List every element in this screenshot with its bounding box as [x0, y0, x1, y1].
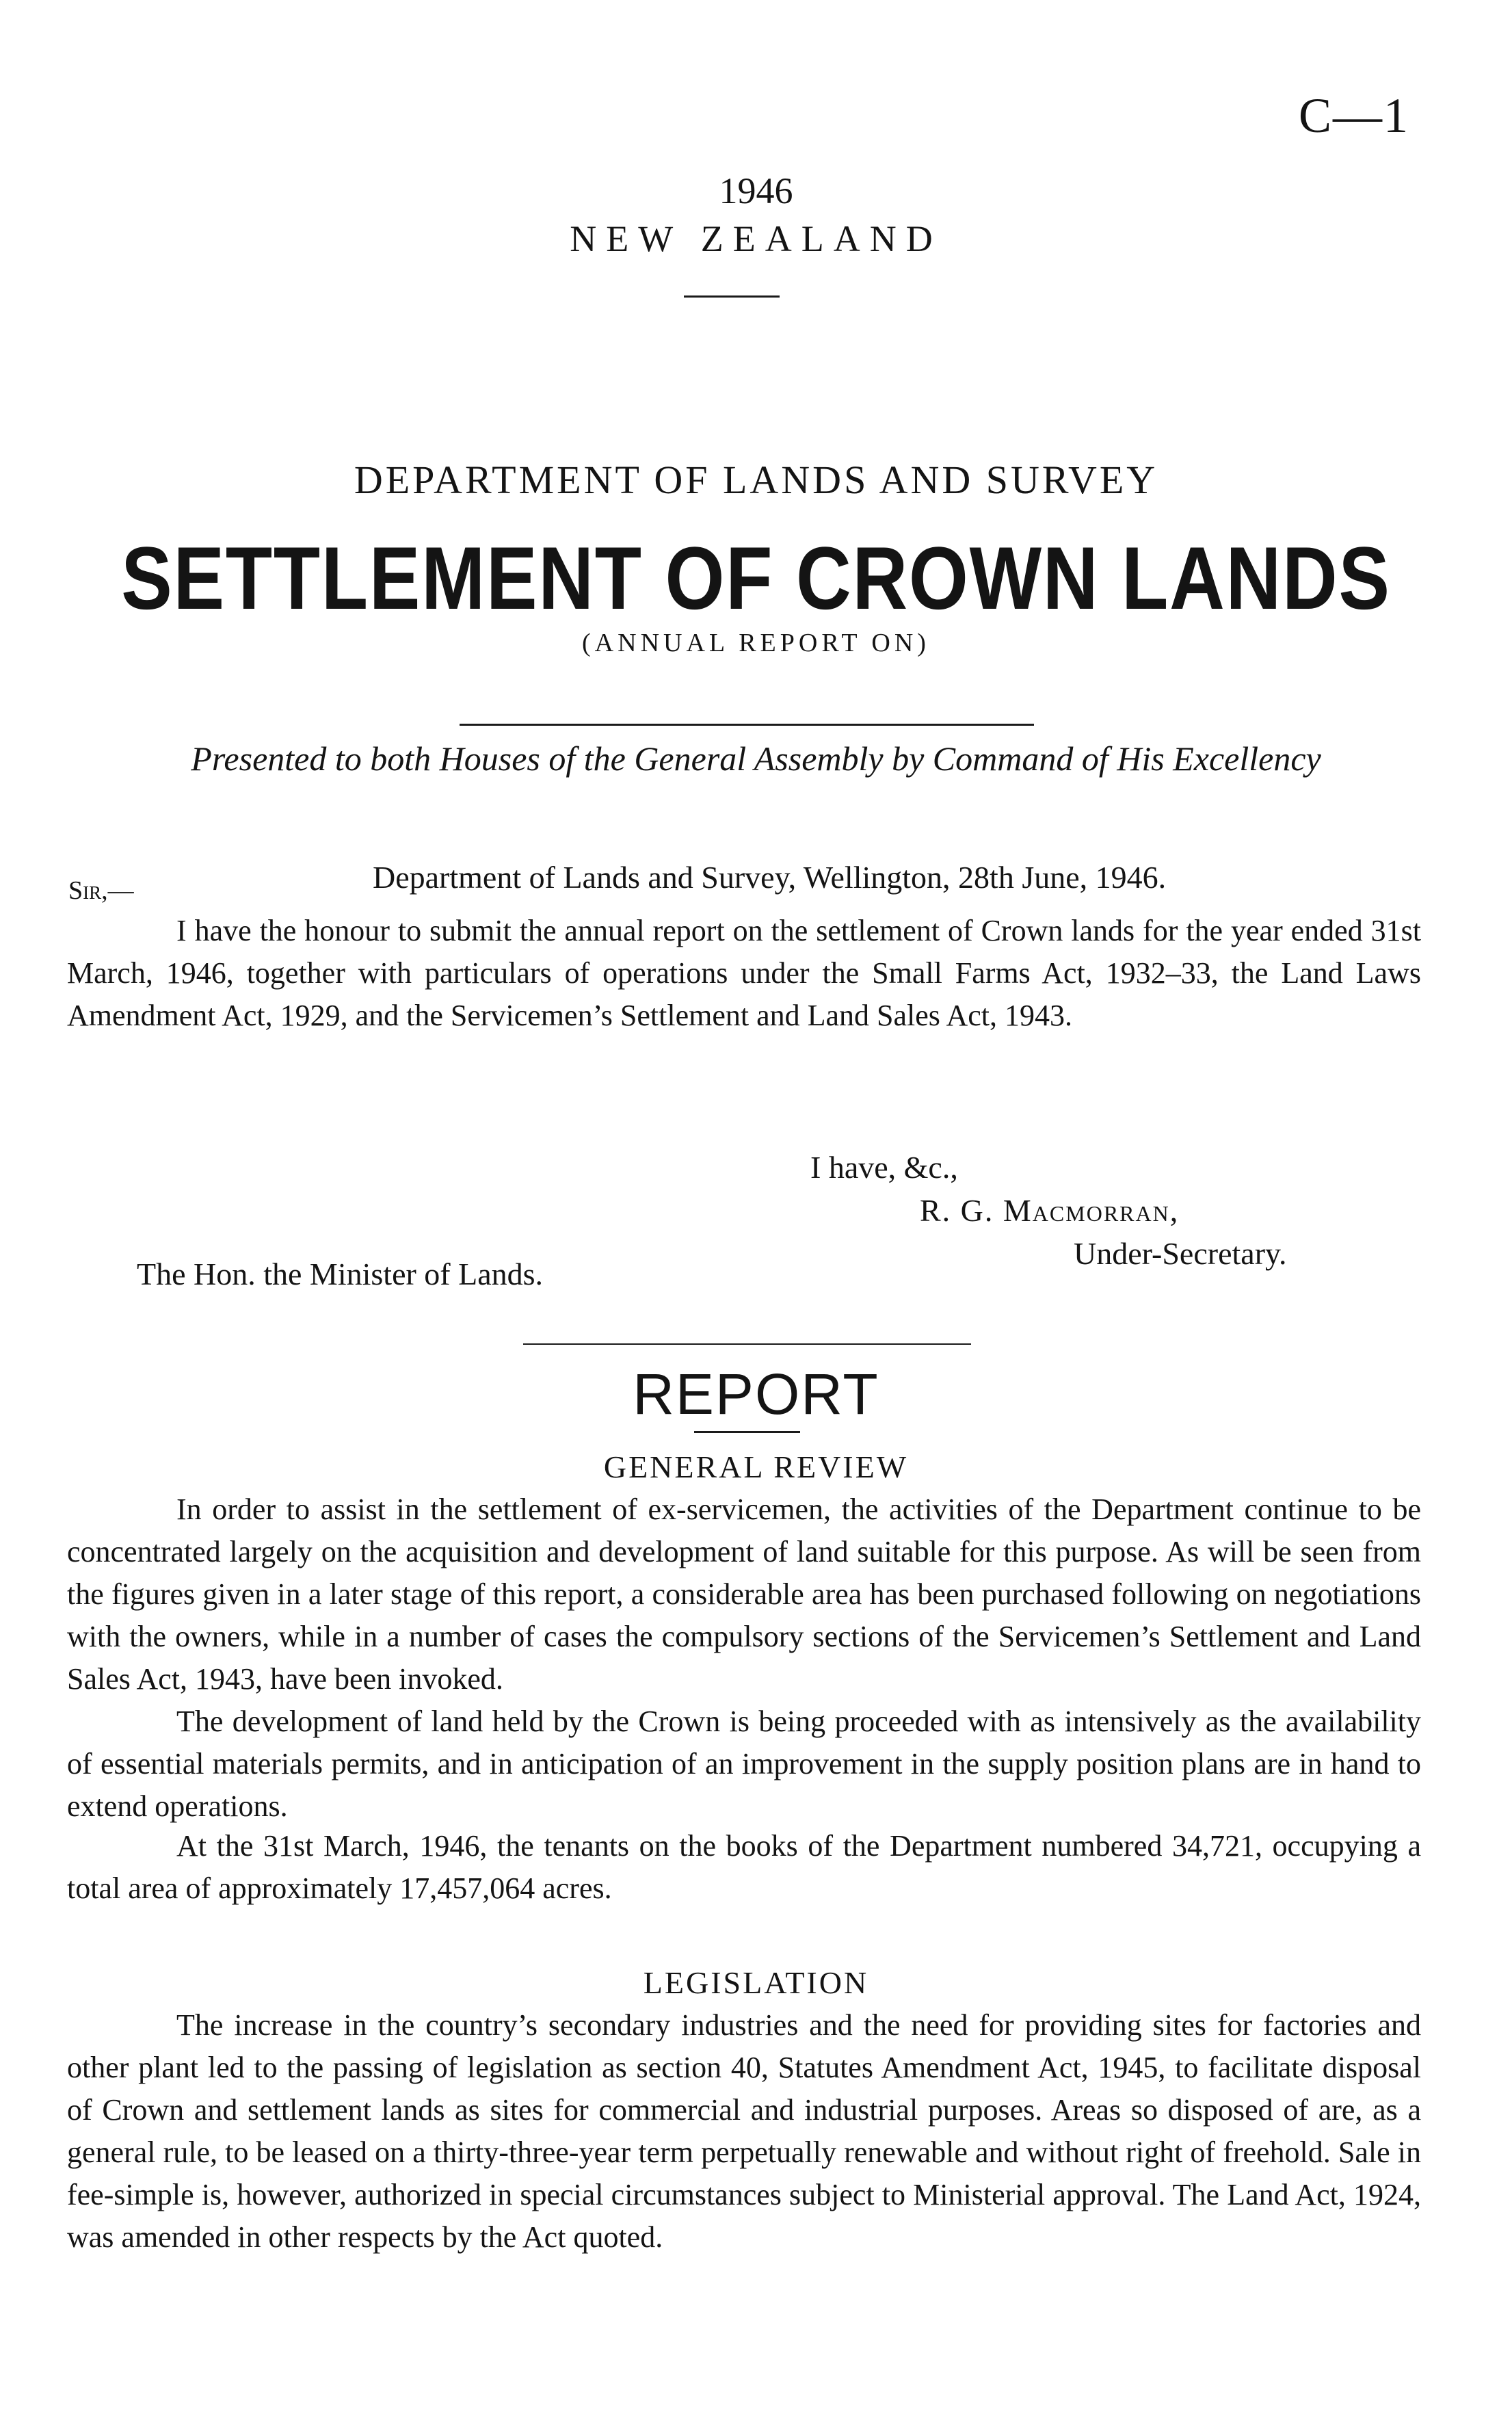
legislation-paragraph-1: The increase in the country’s secondary industries and the need for providing sites for factories and other plant led to the passing of legislation as section 40, Statutes Amendment Act, 1945, to facilitate disposal of Crown and settlement lands as sites for commercial and industrial purposes. Areas so disposed of are, as a general rule, to be leased on a thirty-three-year term perpetually renewable and without right of freehold. Sale in fee-simple is, however, authorized in special circumstances subject to Ministerial approval. The Land Act, 1924, was amended in other respects by the Act quoted.: [67, 2008, 1421, 2254]
letter-addressee: The Hon. the Minister of Lands.: [137, 1257, 544, 1291]
general-review-paragraph-3: At the 31st March, 1946, the tenants on the books of the Department numbered 34,721, occupying a total area of approximately 17,457,064 acres.: [67, 1829, 1421, 1905]
title-divider: [460, 724, 1034, 726]
letter-body: I have the honour to submit the annual report on the settlement of Crown lands for the year ended 31st March, 1946, together with particulars of operations under the Small Farms Act, 1932–33, the Land Laws Amendment Act, 1929, and the Servicemen’s Settlement and Land Sales Act, 1943.: [67, 914, 1421, 1032]
general-review-heading: GENERAL REVIEW: [603, 1449, 909, 1484]
document-subtitle: (ANNUAL REPORT ON): [582, 629, 930, 657]
letter-dateline: Department of Lands and Survey, Wellington, 28th June, 1946.: [373, 860, 1167, 895]
presentation-line: Presented to both Houses of the General Assembly by Command of His Excellency: [191, 739, 1321, 778]
letter-salutation: Sir,—: [68, 876, 134, 905]
letter-divider: [523, 1343, 971, 1345]
country-name: NEW ZEALAND: [570, 218, 942, 259]
department-name: DEPARTMENT OF LANDS AND SURVEY: [354, 458, 1158, 502]
letter-closing: I have, &c.,: [810, 1150, 958, 1185]
report-divider: [694, 1431, 800, 1433]
document-title: SETTLEMENT OF CROWN LANDS: [121, 528, 1391, 628]
report-year: 1946: [719, 170, 793, 211]
general-review-paragraph-1: In order to assist in the settlement of ex-servicemen, the activities of the Department continue to be concentrated largely on the acquisition and development of land suitable for this purpose. As will be seen from the figures given in a later stage of this report, a considerable area has been purchased following on negotiations with the owners, while in a number of cases the compulsory sections of the Servicemen’s Settlement and Land Sales Act, 1943, have been invoked.: [67, 1493, 1421, 1696]
header-divider: [684, 295, 780, 298]
page-code: C—1: [1298, 88, 1409, 143]
legislation-heading: LEGISLATION: [643, 1965, 869, 2000]
letter-signatory-title: Under-Secretary.: [1074, 1236, 1287, 1271]
report-heading: REPORT: [633, 1362, 879, 1426]
letter-signatory: R. G. Macmorran,: [920, 1193, 1180, 1228]
general-review-paragraph-2: The development of land held by the Crown is being proceeded with as intensively as the availability of essential materials permits, and in anticipation of an improvement in the supply position plans are in hand to extend operations.: [67, 1705, 1421, 1823]
